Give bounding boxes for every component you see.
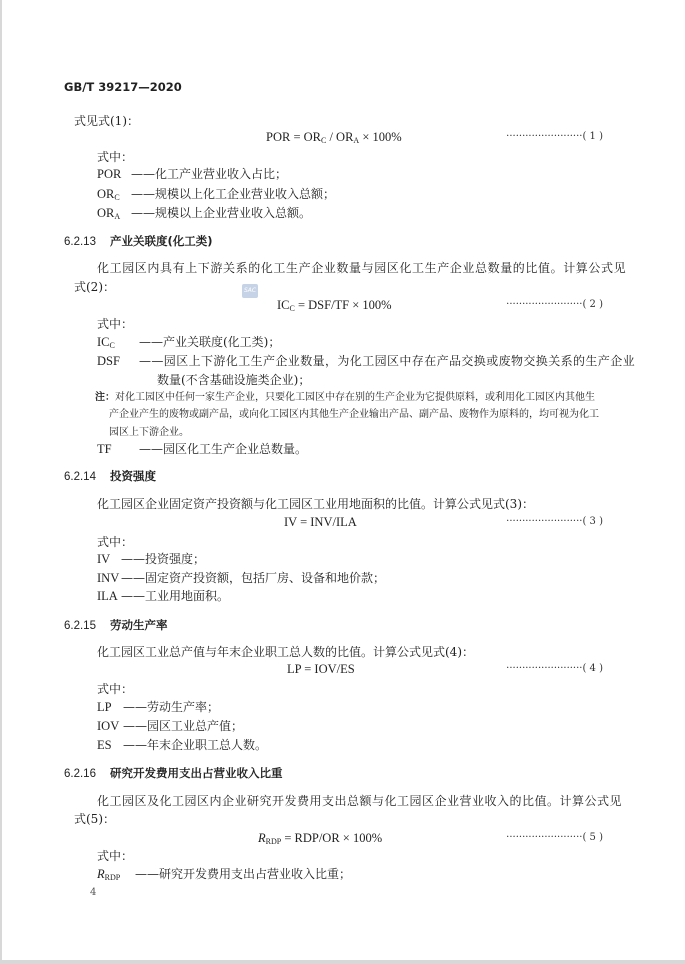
- term: R: [97, 867, 105, 881]
- definition-continuation: 数量(不含基础设施类企业)；: [157, 373, 311, 387]
- definition: [97, 737, 267, 753]
- paragraph: 式(2)：: [74, 280, 115, 294]
- note-label: 注：: [95, 392, 115, 403]
- formula-1: [266, 129, 402, 149]
- formula-part: R: [258, 831, 266, 845]
- formula-subscript: C: [320, 136, 327, 145]
- definition: [97, 205, 311, 225]
- section-number: 6.2.14: [64, 471, 96, 483]
- term: LP: [97, 700, 112, 714]
- definition-text: ——园区化工生产企业总数量。: [139, 442, 308, 456]
- term: ILA: [97, 589, 118, 603]
- definition-text: ——产业关联度(化工类)；: [139, 335, 281, 349]
- definition-text: ——研究开发费用支出占营业收入比重；: [135, 867, 352, 881]
- term: OR: [97, 187, 115, 201]
- definition-text: ——规模以上化工企业营业收入总额；: [131, 187, 336, 201]
- definition-text: ——化工产业营业收入占比；: [131, 167, 288, 181]
- equation-number: ( 1 ): [582, 131, 603, 142]
- term-subscript: C: [114, 193, 120, 202]
- definition: [97, 186, 335, 206]
- equation-number-3: [506, 514, 603, 530]
- definition-text: ——劳动生产率；: [123, 700, 220, 714]
- equation-number: ( 4 ): [582, 663, 603, 674]
- section-number: 6.2.13: [64, 236, 96, 248]
- definition: [97, 718, 243, 734]
- paragraph: 化工园区及化工园区内企业研究开发费用支出总额与化工园区企业营业收入的比值。计算公式见: [97, 794, 623, 808]
- term: IC: [97, 335, 110, 349]
- standard-header: GB/T 39217—2020: [64, 80, 182, 94]
- formula-4: LP = IOV/ES: [287, 662, 355, 676]
- note-text: 产企业产生的废物或副产品，或向化工园区内其他生产企业输出产品、副产品、废物作为原料的，均可视为化工: [109, 409, 599, 420]
- section-title: 投资强度: [109, 469, 156, 483]
- section-title: 劳动生产率: [109, 618, 168, 632]
- where-label: 式中：: [97, 849, 134, 863]
- where-label: 式中：: [97, 317, 134, 331]
- definition: [97, 699, 219, 715]
- equation-number-1: [506, 129, 603, 145]
- definition-text: ——投资强度；: [121, 552, 206, 566]
- formula-subscript: C: [289, 304, 295, 313]
- definition: [97, 441, 307, 457]
- document-page: [2, 0, 685, 960]
- paragraph: 化工园区内具有上下游关系的化工生产企业数量与园区化工生产企业总数量的比值。计算公式见: [97, 261, 627, 275]
- term: OR: [97, 206, 115, 220]
- equation-number: ( 5 ): [582, 832, 603, 843]
- section-heading-6-2-14: [64, 468, 156, 485]
- term: IOV: [97, 719, 120, 733]
- definition: [97, 551, 205, 567]
- term: POR: [97, 167, 122, 181]
- formula-part: / OR: [326, 130, 354, 144]
- formula-part: × 100%: [359, 130, 402, 144]
- where-label: 式中：: [97, 150, 134, 164]
- section-heading-6-2-16: [64, 765, 282, 782]
- where-label: 式中：: [97, 535, 134, 549]
- definition: [97, 866, 351, 886]
- section-title: 研究开发费用支出占营业收入比重: [109, 766, 283, 780]
- where-label: 式中：: [97, 682, 134, 696]
- definition-text: ——规模以上企业营业收入总额。: [131, 206, 312, 220]
- equation-number: ( 2 ): [582, 299, 603, 310]
- equation-number-2: [506, 297, 603, 313]
- section-number: 6.2.16: [64, 768, 96, 780]
- definition: [97, 588, 229, 604]
- section-heading-6-2-15: [64, 617, 167, 634]
- formula-subscript: A: [353, 136, 360, 145]
- term: TF: [97, 442, 112, 456]
- formula-part: = RDP/OR × 100%: [281, 831, 383, 845]
- paragraph: 式见式(1)：: [74, 114, 139, 128]
- page-number: 4: [90, 887, 97, 898]
- formula-5: [258, 830, 382, 850]
- formula-3: IV = INV/ILA: [284, 515, 357, 529]
- formula-2: [277, 297, 392, 317]
- definition-text: ——工业用地面积。: [121, 589, 230, 603]
- formula-part: POR = OR: [266, 130, 321, 144]
- term-subscript: C: [109, 341, 115, 350]
- term: IV: [97, 552, 111, 566]
- definition-text: ——年末企业职工总人数。: [123, 738, 268, 752]
- note-text: 园区上下游企业。: [109, 427, 189, 438]
- term: ES: [97, 738, 112, 752]
- definition-text: ——固定资产投资额，包括厂房、设备和地价款；: [121, 571, 386, 585]
- definition: [97, 334, 280, 354]
- formula-part: IC: [277, 298, 290, 312]
- equation-number-4: [506, 661, 603, 677]
- note-text: 对化工园区中任何一家生产企业，只要化工园区中存在别的生产企业为它提供原料，或利用化工园区内其他生: [115, 392, 595, 403]
- definition: [97, 570, 385, 586]
- section-heading-6-2-13: [64, 233, 213, 250]
- paragraph: 化工园区工业总产值与年末企业职工总人数的比值。计算公式见式(4)：: [97, 645, 475, 659]
- definition-text: ——园区工业总产值；: [123, 719, 244, 733]
- equation-number-5: [506, 830, 603, 846]
- section-number: 6.2.15: [64, 620, 96, 632]
- definition: [97, 166, 287, 182]
- section-title: 产业关联度(化工类): [109, 234, 213, 248]
- term: INV: [97, 571, 120, 585]
- paragraph: 式(5)：: [74, 812, 115, 826]
- definition: [97, 353, 635, 369]
- term: DSF: [97, 354, 120, 368]
- dot-leader: ························: [506, 832, 583, 843]
- dot-leader: ························: [506, 131, 583, 142]
- dot-leader: ························: [506, 299, 583, 310]
- equation-number: ( 3 ): [582, 516, 603, 527]
- note: [95, 389, 595, 406]
- formula-subscript: RDP: [265, 837, 282, 846]
- term-subscript: A: [114, 212, 121, 221]
- definition-text: ——园区上下游化工生产企业数量，为化工园区中存在产品交换或废物交换关系的生产企业: [139, 354, 636, 368]
- paragraph: 化工园区企业固定资产投资额与化工园区工业用地面积的比值。计算公式见式(3)：: [97, 497, 535, 511]
- sac-watermark-logo: SAC: [242, 284, 258, 298]
- term-subscript: RDP: [104, 873, 121, 882]
- formula-part: = DSF/TF × 100%: [294, 298, 392, 312]
- dot-leader: ························: [506, 663, 583, 674]
- dot-leader: ························: [506, 516, 583, 527]
